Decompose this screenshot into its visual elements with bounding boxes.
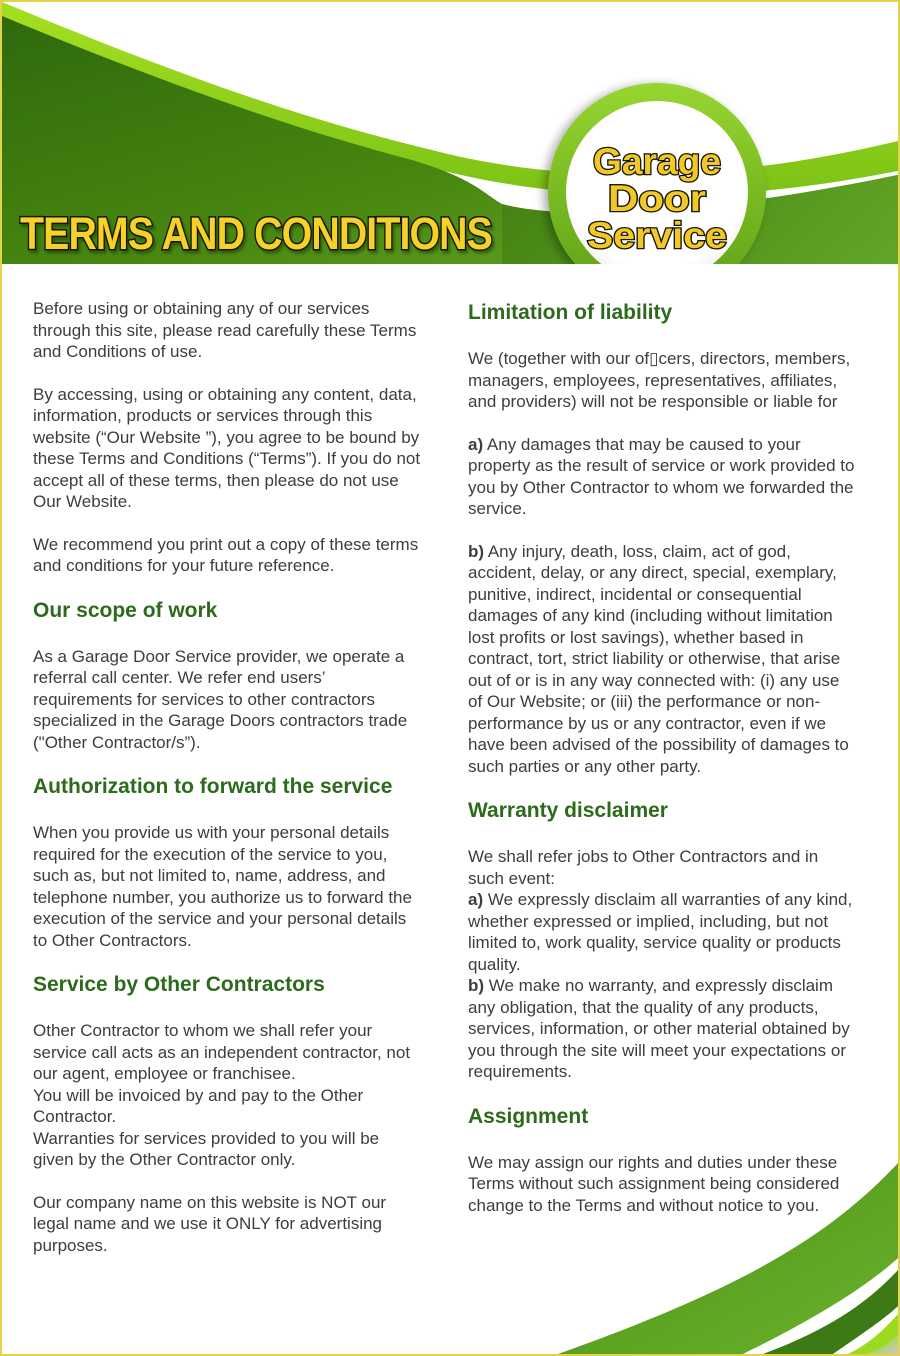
paragraph: We shall refer jobs to Other Contractors and in such event: a) We expressly disclaim all warranties of any kind, whether expressed or implied, including, but not limited to, work quality, service quality or products quality. b) We make no warranty, and expressly disclaim any obligation, that the quality of any products, services, information, or other material obtained by you through the site will meet your expectations or requirements. — [468, 847, 853, 1081]
section-heading: Limitation of liability — [468, 301, 673, 324]
badge-text-line1: Garage — [593, 141, 721, 182]
page-title: TERMS AND CONDITIONS — [20, 208, 492, 259]
header-wave-graphic — [2, 2, 900, 264]
paragraph: a) Any damages that may be caused to your property as the result of service or work provided to you by Other Contractor to whom we forwarded the service. — [468, 434, 855, 518]
paragraph: When you provide us with your personal details required for the execution of the service to you, such as, but not limited to, name, address, and telephone number, you authorize us to forward the execution of the service and your personal details to Other Contractors. — [33, 823, 412, 950]
paragraph: b) Any injury, death, loss, claim, act of god, accident, delay, or any direct, special, exemplary, punitive, indirect, incidental or consequential damages of any kind (including without limitation lost profits or lost savings), whether based in contract, tort, strict liability or otherwise, that arise out of or is in any way connected with: (i) any use of Our Website; or (iii) the performance or non-performance by us or any contractor, even if we have been advised of the possibility of damages to such parties or any other party. — [468, 541, 849, 776]
left-column — [33, 298, 422, 1277]
corner-swoosh-graphic — [538, 1098, 898, 1354]
paragraph: By accessing, using or obtaining any content, data, information, products or services through this website (“Our Website ”), you agree to be bound by these Terms and Conditions (“Terms”). If you do not accept all of these terms, then please do not use Our Website. — [33, 384, 421, 511]
paragraph: Our company name on this website is NOT our legal name and we use it ONLY for advertising purposes. — [33, 1192, 387, 1255]
section-heading: Authorization to forward the service — [33, 775, 393, 798]
paragraph: We may assign our rights and duties under these Terms without such assignment being considered change to the Terms and without notice to you. — [468, 1152, 840, 1215]
section-heading: Assignment — [468, 1104, 589, 1128]
badge-text-line2: Door — [608, 178, 706, 219]
paragraph: As a Garage Door Service provider, we operate a referral call center. We refer end users’ requirements for services to other contractors specialized in the Garage Doors contractors trade ("Other Contractor/s”). — [33, 646, 408, 752]
section-heading: Warranty disclaimer — [468, 799, 668, 822]
section-heading: Our scope of work — [33, 598, 218, 622]
list-letter: a) — [468, 434, 484, 454]
paragraph: Before using or obtaining any of our services through this site, please read carefully these Terms and Conditions of use. — [33, 299, 417, 361]
brand-badge — [548, 83, 766, 264]
section-heading: Service by Other Contractors — [33, 973, 325, 996]
paragraph: Other Contractor to whom we shall refer your service call acts as an independent contractor, not our agent, employee or franchisee. You will be invoiced by and pay to the Other Contractor. Warranties for services provided to you will be given by the Other Contractor only. — [33, 1021, 411, 1169]
paragraph: We recommend you print out a copy of these terms and conditions for your future reference. — [33, 534, 419, 575]
list-letter: b) — [468, 541, 485, 561]
list-letter: b) — [468, 976, 485, 995]
badge-text-line3: Service — [587, 215, 727, 256]
list-letter: a) — [468, 890, 484, 909]
paragraph: We (together with our of▯cers, directors, members, managers, employees, representatives, affiliates, and providers) will not be responsible or liable for — [468, 349, 851, 411]
